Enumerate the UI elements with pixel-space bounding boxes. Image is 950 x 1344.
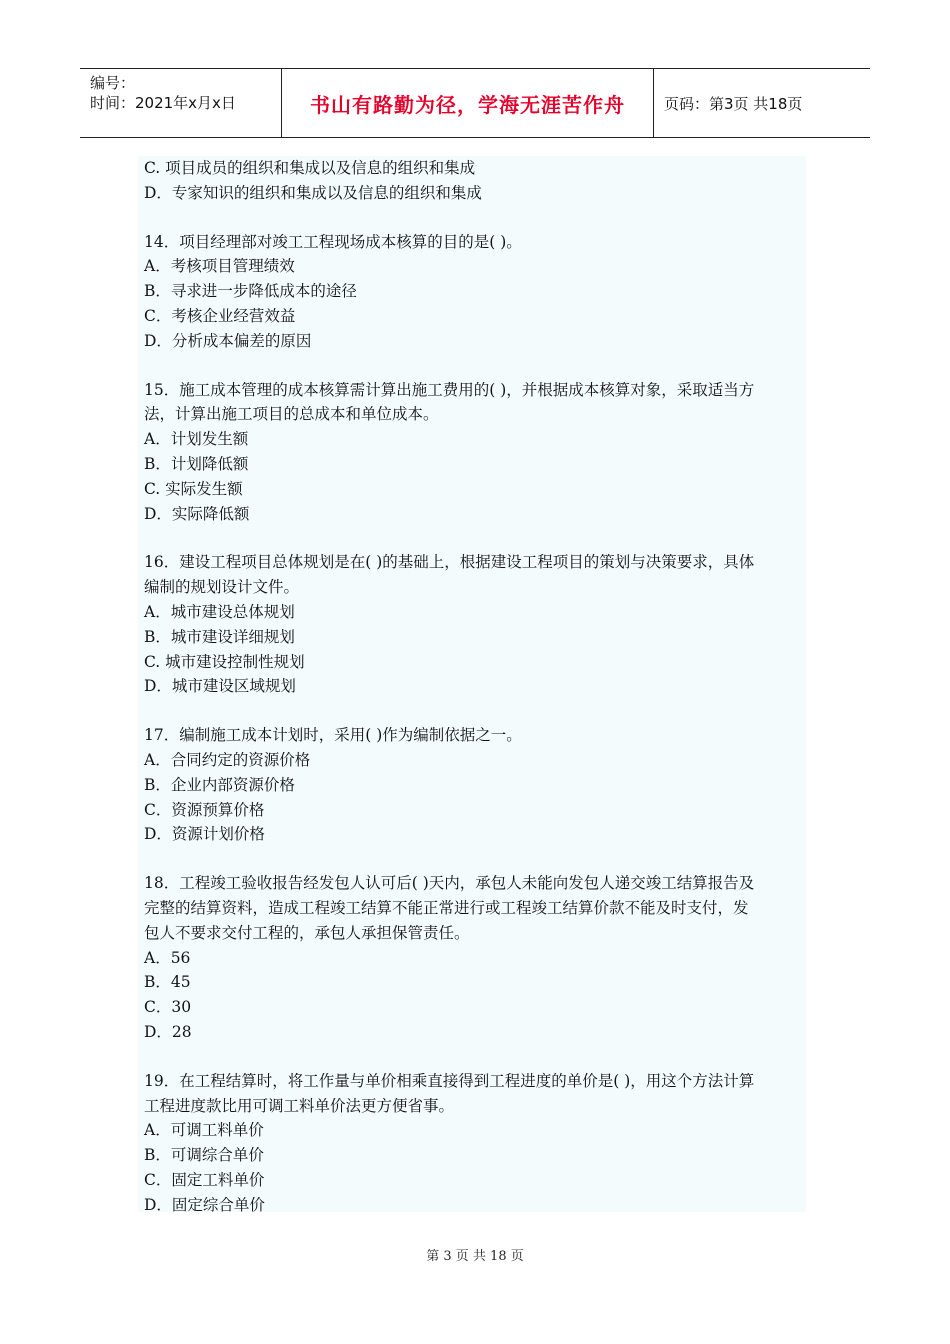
question-content bbox=[138, 156, 806, 1212]
text-line: B．45 bbox=[144, 973, 191, 992]
text-line: B．计划降低额 bbox=[144, 454, 249, 473]
text-line: A．合同约定的资源价格 bbox=[144, 750, 311, 769]
text-line: 18．工程竣工验收报告经发包人认可后( )天内，承包人未能向发包人递交竣工结算报告及 bbox=[144, 874, 755, 893]
text-line: D．专家知识的组织和集成以及信息的组织和集成 bbox=[144, 183, 482, 202]
text-line: 15．施工成本管理的成本核算需计算出施工费用的( )，并根据成本核算对象，采取适当方 bbox=[144, 380, 755, 399]
text-line: B．企业内部资源价格 bbox=[144, 775, 295, 794]
text-line: A．可调工料单价 bbox=[144, 1121, 264, 1140]
paragraph-gap bbox=[144, 526, 806, 550]
paragraph-gap bbox=[144, 354, 806, 378]
text-line: C．固定工料单价 bbox=[144, 1170, 265, 1189]
text-line: D．分析成本偏差的原因 bbox=[144, 331, 312, 350]
text-line: C. 城市建设控制性规划 bbox=[144, 652, 305, 671]
text-line: B．可调综合单价 bbox=[144, 1146, 264, 1165]
header-page-info: 页码：第3页 共18页 bbox=[664, 94, 803, 113]
text-line: D．28 bbox=[144, 1022, 192, 1041]
text-line: 法，计算出施工项目的总成本和单位成本。 bbox=[144, 405, 439, 424]
text-line: A．考核项目管理绩效 bbox=[144, 257, 295, 276]
paragraph-gap bbox=[144, 699, 806, 723]
text-line: 14．项目经理部对竣工工程现场成本核算的目的是( )。 bbox=[144, 232, 522, 251]
page-footer: 第 3 页 共 18 页 bbox=[426, 1249, 524, 1264]
text-line: D．固定综合单价 bbox=[144, 1195, 265, 1214]
text-line: 19．在工程结算时，将工作量与单价相乘直接得到工程进度的单价是( )，用这个方法计算 bbox=[144, 1071, 755, 1090]
text-line: C．资源预算价格 bbox=[144, 800, 265, 819]
paragraph-gap bbox=[144, 1045, 806, 1069]
header-meta bbox=[80, 69, 282, 137]
text-line: D．城市建设区域规划 bbox=[144, 677, 296, 696]
text-line: A．56 bbox=[144, 948, 191, 967]
text-line: 编制的规划设计文件。 bbox=[144, 578, 300, 597]
text-line: C. 实际发生额 bbox=[144, 479, 243, 498]
text-line: D．实际降低额 bbox=[144, 504, 250, 523]
paragraph-gap bbox=[144, 206, 806, 230]
document-date: 时间：2021年x月x日 bbox=[90, 94, 236, 112]
text-line: 17．编制施工成本计划时，采用( )作为编制依据之一。 bbox=[144, 726, 522, 745]
text-line: D．资源计划价格 bbox=[144, 825, 265, 844]
text-line: C. 项目成员的组织和集成以及信息的组织和集成 bbox=[144, 159, 476, 177]
document-number-label: 编号： bbox=[90, 74, 136, 92]
page-header bbox=[80, 68, 870, 138]
text-line: 工程进度款比用可调工料单价法更方便省事。 bbox=[144, 1096, 455, 1115]
text-line: B．寻求进一步降低成本的途径 bbox=[144, 282, 357, 301]
text-line: B．城市建设详细规划 bbox=[144, 627, 295, 646]
text-line: C．30 bbox=[144, 998, 192, 1017]
text-line: 16．建设工程项目总体规划是在( )的基础上，根据建设工程项目的策划与决策要求，具体 bbox=[144, 553, 755, 572]
text-line: C．考核企业经营效益 bbox=[144, 306, 296, 325]
text-line: 完整的结算资料，造成工程竣工结算不能正常进行或工程竣工结算价款不能及时支付，发 bbox=[144, 898, 749, 917]
text-line: A．计划发生额 bbox=[144, 430, 249, 449]
header-motto: 书山有路勤为径，学海无涯苦作舟 bbox=[282, 69, 654, 137]
text-line: 包人不要求交付工程的，承包人承担保管责任。 bbox=[144, 923, 470, 942]
text-line: A．城市建设总体规划 bbox=[144, 602, 295, 621]
paragraph-gap bbox=[144, 847, 806, 871]
